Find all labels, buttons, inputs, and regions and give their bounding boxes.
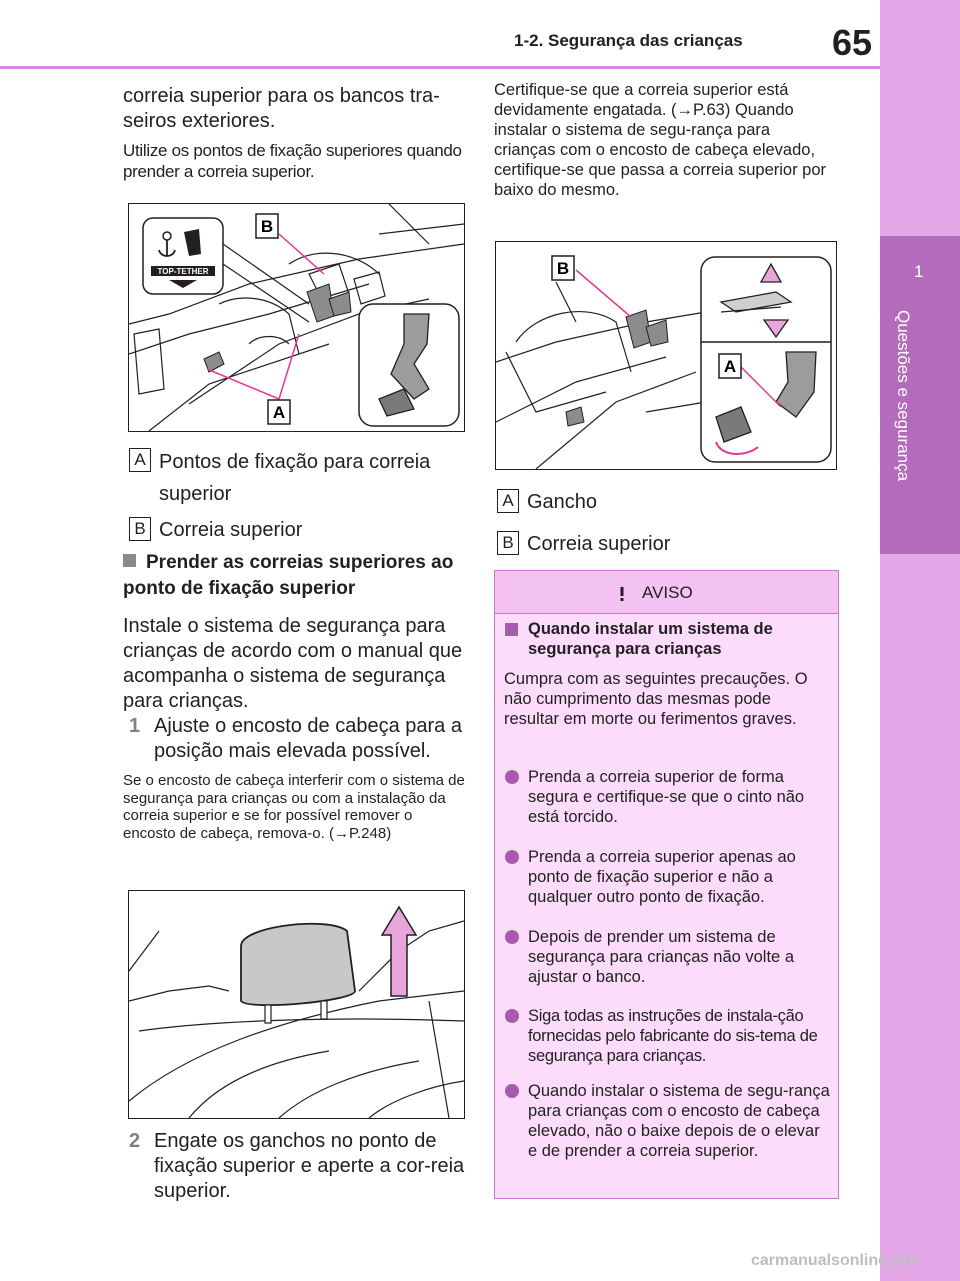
warning-item [505, 1081, 831, 1161]
top-tether-icon [143, 218, 309, 322]
legend-a [129, 446, 469, 510]
legend2-a-key: A [497, 489, 519, 513]
figure-top-tether-drawing [129, 204, 464, 431]
bullet-dot-icon [505, 1009, 519, 1023]
col1-paragraph-2: Utilize os pontos de fixação superiores quando prender a correia superior. [123, 141, 462, 181]
bullet-dot-icon [505, 930, 519, 944]
warning-subheading [505, 619, 831, 659]
warning-item [505, 847, 831, 907]
warning-title: AVISO [642, 583, 693, 602]
bullet-dot-icon [505, 1084, 519, 1098]
fig1-callout-b: B [260, 217, 274, 236]
step-1 [129, 714, 467, 764]
bullet-dot-icon [505, 850, 519, 864]
intro-paragraph: Instale o sistema de segurança para crianças de acordo com o manual que acompanha o sistema de segurança para crianças. [123, 615, 463, 712]
col1-paragraph-1: correia superior para os bancos tra-seiros exteriores. [123, 85, 440, 132]
warning-item [505, 927, 831, 987]
step-1-number: 1 [129, 715, 141, 737]
warning-item-text: Prenda a correia superior de forma segura e certifique-se que o cinto não está torcido. [528, 768, 805, 826]
section-title: 1-2. Segurança das crianças [514, 31, 743, 50]
figure-hook-engaged [495, 241, 837, 470]
legend-b [129, 515, 469, 545]
warning-item-text: Prenda a correia superior apenas ao ponto de fixação superior e não a qualquer outro ponto de fixação. [528, 848, 796, 906]
chapter-number: 1 [914, 262, 924, 281]
fig2-callout-a: A [723, 357, 737, 376]
legend2-a [497, 487, 837, 517]
step-2 [129, 1129, 467, 1204]
figure-top-tether-anchors [128, 203, 465, 432]
step-2-number: 2 [129, 1130, 141, 1152]
fig1-callout-a: A [272, 403, 286, 422]
warning-item-text: Depois de prender um sistema de segurança para crianças não volte a ajustar o banco. [528, 928, 794, 986]
square-bullet-icon [123, 554, 136, 567]
chapter-title: Questões e segurança [894, 310, 913, 482]
figure-headrest-drawing [129, 891, 464, 1118]
step-2-text: Engate os ganchos no ponto de fixação superior e aperte a cor-reia superior. [154, 1130, 465, 1202]
fig2-callout-b: B [556, 259, 570, 278]
step-1-note: Se o encosto de cabeça interferir com o sistema de segurança para crianças ou com a instalação da correia superior e se for possível remover o encosto de cabeça, remova-o. (→P.248) [123, 772, 465, 842]
watermark: carmanualsonline.info [751, 1252, 921, 1269]
figure-headrest [128, 890, 465, 1119]
warning-triangle-icon [609, 581, 635, 603]
header-rule [0, 66, 880, 69]
legend2-b [497, 529, 837, 559]
legend2-a-text: Gancho [527, 491, 598, 513]
legend2-b-key: B [497, 531, 519, 555]
warning-box [494, 570, 839, 1199]
legend-a-text: Pontos de fixação para correia superior [159, 451, 431, 505]
warning-item [505, 767, 831, 827]
legend-a-key: A [129, 448, 151, 472]
warning-square-bullet-icon [505, 623, 518, 636]
warning-item-text: Siga todas as instruções de instala-ção fornecidas pelo fabricante do sis-tema de segurança para crianças. [528, 1007, 818, 1065]
subheading [123, 550, 468, 602]
warning-intro: Cumpra com as seguintes precauções. O não cumprimento das mesmas pode resultar em morte ou ferimentos graves. [504, 670, 808, 728]
warning-item-text: Quando instalar o sistema de segu-rança para crianças com o encosto de cabeça elevado, não o baixe depois de o elevar e de prender a correia superior. [528, 1082, 830, 1160]
legend-b-key: B [129, 517, 151, 541]
subheading-text: Prender as correias superiores ao ponto de fixação superior [123, 552, 454, 599]
step-1-text: Ajuste o encosto de cabeça para a posição mais elevada possível. [154, 715, 462, 762]
page-number: 65 [832, 22, 873, 63]
legend2-b-text: Correia superior [527, 533, 671, 555]
top-tether-icon-label: TOP-TETHER [157, 267, 209, 276]
headrest-shape [241, 924, 355, 1005]
warning-subheading-text: Quando instalar um sistema de segurança para crianças [528, 620, 773, 658]
bullet-dot-icon [505, 770, 519, 784]
legend-b-text: Correia superior [159, 519, 303, 541]
warning-header [495, 571, 838, 614]
warning-item [505, 1006, 831, 1066]
up-arrow-icon [382, 907, 416, 996]
figure-hook-drawing [496, 242, 836, 469]
col2-paragraph-1: Certifique-se que a correia superior está devidamente engatada. (→P.63) Quando instalar o sistema de segu-rança para crianças com o encosto de cabeça elevado, certifique-se que passa a correia superior por baixo do mesmo. [494, 81, 827, 199]
chapter-side-tab [880, 0, 960, 1281]
